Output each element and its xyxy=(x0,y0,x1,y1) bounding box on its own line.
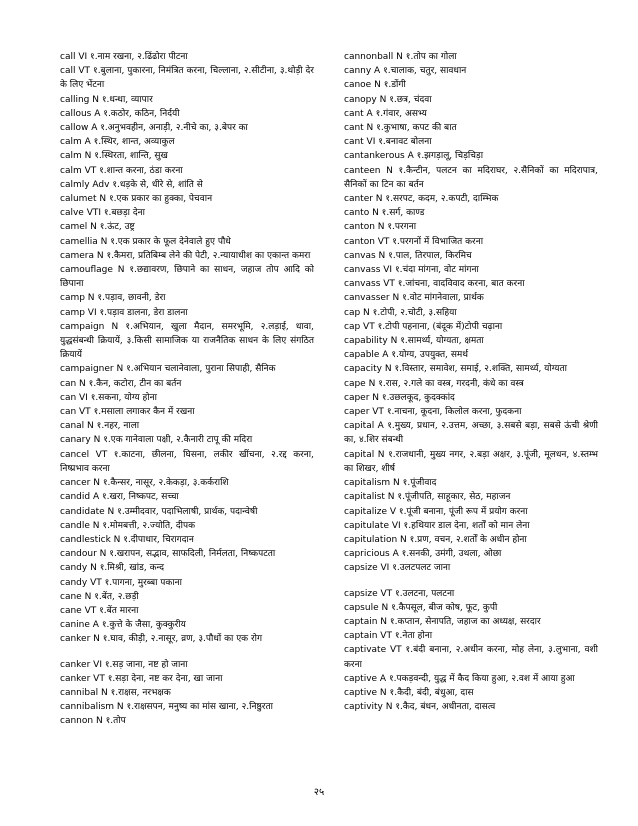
entry-headword: can N xyxy=(60,378,86,389)
entry-definition: १.डोंगी xyxy=(383,80,406,91)
entry-definition: १.दीपाधार, चिरागदान xyxy=(123,534,194,545)
entry-headword: capability N xyxy=(344,336,398,347)
entry-definition: १.कैन्सर, नासूर, २.केकड़ा, ३.कर्कराशि xyxy=(102,478,229,489)
entry-definition: १.उलटना, पलटना xyxy=(395,588,455,599)
entry-headword: capsize VT xyxy=(344,588,393,599)
entry-headword: captivity N xyxy=(344,702,393,713)
dictionary-entry xyxy=(60,377,314,391)
entry-definition: १.हथियार डाल देना, शर्तों को मान लेना xyxy=(403,520,530,531)
entry-headword: canker N xyxy=(60,634,100,645)
entry-headword: capital A xyxy=(344,421,384,432)
dictionary-entry xyxy=(60,672,314,686)
dictionary-entry xyxy=(60,192,314,206)
dictionary-entry xyxy=(60,206,314,220)
dictionary-entry xyxy=(60,618,314,632)
entry-headword: cannibalism N xyxy=(60,702,124,713)
entry-definition: १.उछलकूद, कुदक्कांद xyxy=(381,392,455,403)
entry-headword: camouflage N xyxy=(60,265,125,276)
entry-headword: candid A xyxy=(60,492,100,503)
entry-headword: calumet N xyxy=(60,194,107,205)
dictionary-entry xyxy=(60,362,314,376)
entry-definition: १.परगना xyxy=(387,222,417,233)
dictionary-entry xyxy=(344,377,598,391)
dictionary-entry xyxy=(60,533,314,547)
entry-headword: capital N xyxy=(344,449,385,460)
entry-headword: cancel VT xyxy=(60,449,108,460)
dictionary-entry xyxy=(60,135,314,149)
entry-definition: १.पड़ाव, छावनी, डेरा xyxy=(97,293,166,304)
entry-headword: calve VTI xyxy=(60,208,101,219)
entry-headword: capacity N xyxy=(344,364,392,375)
entry-definition: १.बेंत मारना xyxy=(99,605,139,616)
dictionary-entry xyxy=(60,700,314,714)
entry-definition: १.कैपसूल, बीज कोष, फूट, कुपी xyxy=(391,602,498,613)
dictionary-entry xyxy=(344,519,598,533)
entry-headword: capitalist N xyxy=(344,492,395,503)
entry-definition: १.अभियान, खुला मैदान, समरभूमि, २.लड़ाई, धावा, युद्धसंबन्धी क्रियायें, ३.किसी सामाजिक या राजनैतिक साधन के लिए संगठित क्रियायें xyxy=(60,321,314,361)
entry-headword: canteen N xyxy=(344,165,393,176)
entry-headword: canny A xyxy=(344,66,381,77)
dictionary-entry xyxy=(344,448,598,476)
entry-definition: १.छद्यावरण, छिपाने का साधन, जहाज तोप आदि को छिपाना xyxy=(60,265,314,290)
entry-headword: candour N xyxy=(60,549,107,560)
entry-headword: cane N xyxy=(60,591,92,602)
dictionary-entry xyxy=(60,561,314,575)
entry-definition: १.पकड़वन्दी, युद्ध में कैद किया हुआ, २.वश में आया हुआ xyxy=(388,673,575,684)
entry-definition: १.ऊंट, उष्ट्र xyxy=(99,222,135,233)
entry-headword: cannibal N xyxy=(60,687,108,698)
entry-definition: १.चालाक, चतुर, सावधान xyxy=(383,66,467,77)
dictionary-entry xyxy=(344,235,598,249)
entry-headword: capsize VI xyxy=(344,563,390,574)
entry-definition: १.पड़ाव डालना, डेरा डालना xyxy=(99,307,188,318)
entry-definition: १.खरा, निष्कपट, सच्चा xyxy=(102,492,179,503)
entry-definition: १.सनकी, उमंगी, उथला, ओछा xyxy=(401,549,502,560)
entry-definition: १.कठोर, कठिन, निर्दयी xyxy=(103,108,180,119)
entry-headword: cant A xyxy=(344,108,373,119)
entry-definition: १.कैमरा, प्रतिबिम्ब लेने की पेटी, २.न्यायाधीश का एकान्त कमरा xyxy=(106,250,311,261)
entry-definition: १.कैद, बंधन, अधीनता, दासत्व xyxy=(395,702,496,713)
dictionary-entry xyxy=(60,658,314,672)
entry-headword: call VI xyxy=(60,52,88,62)
entry-definition: १.पूंजी बनाना, पूंजी रूप में प्रयोग करना xyxy=(398,506,528,517)
entry-definition: १.मुख्य, प्रधान, २.उत्तम, अच्छा, ३.सबसे बड़ा, सबसे ऊंची श्रेणी का, ४.शिर संबन्धी xyxy=(344,421,598,446)
dictionary-entry xyxy=(344,700,598,714)
dictionary-entry xyxy=(344,476,598,490)
entry-headword: capricious A xyxy=(344,549,399,560)
entry-definition: १.जांचना, वादविवाद करना, बात करना xyxy=(397,279,525,290)
entry-definition: १.वोट मांगनेवाला, प्रार्थक xyxy=(402,293,484,304)
dictionary-entry xyxy=(344,405,598,419)
entry-headword: camp VI xyxy=(60,307,97,318)
entry-definition: १.कप्तान, सेनापति, जहाज का अध्यक्ष, सरदार xyxy=(389,616,541,627)
dictionary-entry xyxy=(344,50,598,64)
entry-headword: candle N xyxy=(60,520,100,531)
entry-headword: canton N xyxy=(344,222,385,233)
dictionary-entry xyxy=(60,107,314,121)
dictionary-entry xyxy=(344,601,598,615)
dictionary-entry xyxy=(60,306,314,320)
entry-headword: camel N xyxy=(60,222,97,233)
entry-headword: canto N xyxy=(344,208,379,219)
entry-headword: canoe N xyxy=(344,80,381,91)
entry-definition: १.एक प्रकार का हुक्का, पेचवान xyxy=(108,194,213,205)
entry-definition: १.मिश्री, खांड, कन्द xyxy=(99,563,165,574)
entry-definition: १.सामर्थ्य, योग्यता, क्षमता xyxy=(400,336,484,347)
dictionary-entry xyxy=(60,291,314,305)
entry-headword: canker VI xyxy=(60,659,102,670)
entry-headword: camera N xyxy=(60,250,104,261)
entry-headword: calm A xyxy=(60,137,91,148)
dictionary-entry xyxy=(344,615,598,629)
entry-headword: cap N xyxy=(344,307,370,318)
entry-definition: १.तोप xyxy=(105,716,126,727)
entry-definition: १.रास, २.गले का वस्त्र, गरदनी, कंधे का वस्त्र xyxy=(378,378,524,389)
entry-headword: campaigner N xyxy=(60,364,124,375)
entry-headword: captive A xyxy=(344,673,387,684)
entry-definition: १.नेता होना xyxy=(394,631,433,642)
dictionary-entry xyxy=(344,192,598,206)
dictionary-entry xyxy=(344,306,598,320)
entry-headword: candy N xyxy=(60,563,97,574)
dictionary-entry xyxy=(344,561,598,575)
entry-headword: canvass VI xyxy=(344,265,393,276)
dictionary-entry xyxy=(60,405,314,419)
entry-headword: callous A xyxy=(60,108,101,119)
dictionary-entry xyxy=(60,220,314,234)
dictionary-entry xyxy=(344,277,598,291)
dictionary-entry xyxy=(60,164,314,178)
entry-definition: १.सड़ जाना, नष्ट हो जाना xyxy=(104,659,188,670)
dictionary-entry xyxy=(60,519,314,533)
entry-headword: campaign N xyxy=(60,321,119,332)
entry-headword: camp N xyxy=(60,293,95,304)
entry-headword: cane VT xyxy=(60,605,97,616)
dictionary-entry xyxy=(344,419,598,447)
dictionary-entry xyxy=(344,587,598,601)
entry-headword: camellia N xyxy=(60,236,108,247)
entry-definition: १.योग्य, उपयुक्त, समर्थ xyxy=(391,350,469,361)
entry-headword: calm N xyxy=(60,151,92,162)
dictionary-entry xyxy=(344,362,598,376)
entry-definition: १.तोप का गोला xyxy=(405,52,457,62)
dictionary-entry xyxy=(344,149,598,163)
entry-headword: canter N xyxy=(344,194,383,205)
entry-definition: १.धन्धा, व्यापार xyxy=(101,94,153,105)
entry-headword: caper N xyxy=(344,392,380,403)
dictionary-entry xyxy=(344,334,598,348)
entry-definition: १.शान्त करना, ठंडा करना xyxy=(99,165,183,176)
entry-definition: १.काटना, छीलना, घिसना, लकीर खींचना, २.रद्द करना, निष्प्रभाव करना xyxy=(60,449,314,474)
dictionary-entry xyxy=(60,505,314,519)
dictionary-entry xyxy=(344,643,598,671)
dictionary-entry xyxy=(344,391,598,405)
entry-definition: १.अनुभवहीन, अनाड़ी, २.नीचे का, ३.बेपर का xyxy=(100,123,248,134)
entry-headword: cannonball N xyxy=(344,52,403,62)
entry-definition: १.बंदी बनाना, २.अधीन करना, मोह लेना, ३.लुभाना, वशी करना xyxy=(344,645,598,670)
dictionary-entry xyxy=(60,249,314,263)
entry-headword: captain N xyxy=(344,616,388,627)
dictionary-entry xyxy=(344,220,598,234)
dictionary-entry xyxy=(60,590,314,604)
dictionary-entry xyxy=(60,433,314,447)
dictionary-entry xyxy=(60,93,314,107)
entry-headword: calling N xyxy=(60,94,99,105)
entry-headword: cap VT xyxy=(344,321,375,332)
entry-definition: १.एक प्रकार के फूल देनेवाले हुए पौधे xyxy=(110,236,231,247)
dictionary-entry xyxy=(60,263,314,291)
dictionary-entry xyxy=(60,178,314,192)
entry-definition: १.चंदा मांगना, वोट मांगना xyxy=(394,265,479,276)
entry-definition: १.उलटपलट जाना xyxy=(392,563,451,574)
entry-headword: cant VI xyxy=(344,137,376,148)
dictionary-entry xyxy=(344,505,598,519)
entry-headword: canvasser N xyxy=(344,293,400,304)
page-number: २५ xyxy=(313,787,325,798)
dictionary-entry xyxy=(60,121,314,135)
dictionary-entry xyxy=(60,714,314,728)
entry-headword: captain VT xyxy=(344,631,392,642)
entry-definition: १.एक गानेवाला पक्षी, २.कैनारी टापू की मदिरा xyxy=(103,435,253,446)
entry-headword: calm VT xyxy=(60,165,97,176)
dictionary-entry xyxy=(344,93,598,107)
entry-headword: canton VT xyxy=(344,236,390,247)
dictionary-entry xyxy=(344,121,598,135)
left-column xyxy=(60,50,314,729)
entry-definition: १.झगड़ालू, चिड़चिड़ा xyxy=(416,151,484,162)
dictionary-entry xyxy=(344,249,598,263)
entry-definition: १.विस्तार, समावेश, समाई, २.शक्ति, सामर्थ्य, योग्यता xyxy=(394,364,567,375)
entry-definition: १.पूंजीपति, साहूकार, सेठ, महाजन xyxy=(397,492,511,503)
entry-headword: can VI xyxy=(60,392,88,403)
entry-definition: १.राक्षस, नरभक्षक xyxy=(110,687,171,698)
dictionary-entry xyxy=(344,107,598,121)
entry-headword: callow A xyxy=(60,123,98,134)
entry-definition: १.मोमबत्ती, २.ज्योति, दीपक xyxy=(102,520,195,531)
entry-definition: १.कैन, कटोरा, टीन का बर्तन xyxy=(88,378,182,389)
entry-definition: १.नाम रखना, २.ढिंढोरा पीटना xyxy=(90,52,188,62)
entry-headword: candlestick N xyxy=(60,534,121,545)
dictionary-entry xyxy=(60,490,314,504)
entry-headword: canvass VT xyxy=(344,279,395,290)
entry-definition: १.बछड़ा देना xyxy=(103,208,145,219)
dictionary-entry xyxy=(60,632,314,646)
entry-definition: १.स्थिरता, शान्ति, सुख xyxy=(94,151,168,162)
entry-definition: १.खरापन, सद्भाव, साफदिली, निर्मलता, निष्कपटता xyxy=(109,549,276,560)
dictionary-entry xyxy=(60,476,314,490)
dictionary-entry xyxy=(60,448,314,476)
entry-definition: १.कैन्टीन, पलटन का मदिराघर, २.सैनिकों का मदिरापात्र, सैनिकों का टिन का बर्तन xyxy=(344,165,598,190)
entry-definition: १.पाल, तिरपाल, किरमिच xyxy=(388,250,472,261)
dictionary-entry xyxy=(60,149,314,163)
entry-definition: १.घाव, कीड़ी, २.नासूर, व्रण, ३.पौधों का एक रोग xyxy=(102,634,263,645)
dictionary-entry xyxy=(344,164,598,192)
entry-headword: candy VT xyxy=(60,577,102,588)
dictionary-entry xyxy=(344,490,598,504)
dictionary-entry xyxy=(344,629,598,643)
entry-definition: १.सकना, योग्य होना xyxy=(90,392,157,403)
entry-headword: capitalize V xyxy=(344,506,397,517)
entry-headword: canker VT xyxy=(60,673,105,684)
entry-definition: १.परगनों में विभाजित करना xyxy=(392,236,484,247)
dictionary-entry xyxy=(344,547,598,561)
dictionary-entry xyxy=(344,320,598,334)
entry-definition: १.राजधानी, मुख्य नगर, २.बड़ा अक्षर, ३.पूंजी, मूलधन, ४.स्तम्भ का शिखर, शीर्ष xyxy=(344,449,598,474)
dictionary-entry xyxy=(344,686,598,700)
entry-headword: cant N xyxy=(344,123,374,134)
entry-definition: १.छत्र, चंदवा xyxy=(389,94,432,105)
entry-definition: १.सर्ग, काण्ड xyxy=(381,208,425,219)
entry-definition: १.सड़ा देना, नष्ट कर देना, खा जाना xyxy=(107,673,223,684)
entry-definition: १.धड़के से, धीरे से, शांति से xyxy=(112,179,203,190)
dictionary-entry xyxy=(344,533,598,547)
columns xyxy=(60,50,608,729)
entry-headword: canal N xyxy=(60,421,94,432)
dictionary-entry xyxy=(344,348,598,362)
entry-definition: १.कुभाषा, कपट की बात xyxy=(376,123,457,134)
dictionary-entry xyxy=(60,235,314,249)
entry-headword: cape N xyxy=(344,378,376,389)
entry-definition: १.मसाला लगाकर कैन में रखना xyxy=(93,407,195,418)
entry-headword: canvas N xyxy=(344,250,386,261)
entry-headword: cancer N xyxy=(60,478,100,489)
entry-headword: canopy N xyxy=(344,94,387,105)
dictionary-entry xyxy=(60,50,314,64)
entry-definition: १.बनावट बोलना xyxy=(378,137,432,148)
entry-definition: १.पागना, मुरब्बा पकाना xyxy=(104,577,182,588)
entry-definition: १.गंवार, असभ्य xyxy=(375,108,427,119)
right-column xyxy=(344,50,598,729)
entry-headword: candidate N xyxy=(60,506,115,517)
entry-headword: cannon N xyxy=(60,716,103,727)
entry-headword: capsule N xyxy=(344,602,389,613)
dictionary-entry xyxy=(60,64,314,92)
dictionary-entry xyxy=(60,576,314,590)
dictionary-entry xyxy=(60,419,314,433)
entry-definition: १.प्रण, वचन, २.शर्तों के अधीन होना xyxy=(409,534,527,545)
dictionary-entry xyxy=(344,135,598,149)
entry-definition: १.बुलाना, पुकारना, निमंत्रित करना, चिल्लाना, २.सीटीना, ३.थोड़ी देर के लिए भेंटना xyxy=(60,66,314,91)
entry-definition: १.राक्षसपन, मनुष्य का मांस खाना, २.निष्ठुरता xyxy=(126,702,273,713)
entry-headword: canine A xyxy=(60,620,99,631)
dictionary-entry xyxy=(60,391,314,405)
entry-definition: १.टोपी, २.चोटी, ३.सहिया xyxy=(372,307,457,318)
dictionary-entry xyxy=(344,206,598,220)
entry-definition: १.सरपट, कदम, २.कपटी, दाम्भिक xyxy=(385,194,499,205)
entry-headword: caper VT xyxy=(344,407,384,418)
entry-headword: canary N xyxy=(60,435,101,446)
entry-headword: can VT xyxy=(60,407,91,418)
entry-headword: captivate VT xyxy=(344,645,402,656)
dictionary-entry xyxy=(60,547,314,561)
entry-headword: capitalism N xyxy=(344,478,400,489)
dictionary-entry xyxy=(344,263,598,277)
dictionary-entry xyxy=(60,320,314,363)
entry-definition: १.अभियान चलानेवाला, पुराना सिपाही, सैनिक xyxy=(126,364,276,375)
entry-headword: capitulate VI xyxy=(344,520,401,531)
dictionary-entry xyxy=(60,686,314,700)
entry-headword: call VT xyxy=(60,66,91,77)
dictionary-entry xyxy=(344,78,598,92)
entry-headword: cantankerous A xyxy=(344,151,414,162)
entry-headword: calmly Adv xyxy=(60,179,110,190)
dictionary-entry xyxy=(344,64,598,78)
entry-definition: १.नाचना, कूदना, किलोल करना, फुदकना xyxy=(386,407,522,418)
entry-definition: १.उम्मीदवार, पदाभिलाषी, प्रार्थक, पदान्वेषी xyxy=(117,506,258,517)
entry-definition: १.पूंजीवाद xyxy=(402,478,437,489)
entry-headword: captive N xyxy=(344,687,387,698)
entry-headword: capitulation N xyxy=(344,534,407,545)
entry-definition: १.नहर, नाला xyxy=(96,421,140,432)
entry-definition: १.टोपी पहनाना, (बंदूक में)टोपी चढ़ाना xyxy=(377,321,503,332)
entry-definition: १.कुत्ते के जैसा, कुक्कुरीय xyxy=(101,620,186,631)
entry-definition: १.बेंत, २.छड़ी xyxy=(94,591,139,602)
entry-definition: १.स्थिर, शान्त, अव्याकुल xyxy=(93,137,175,148)
entry-definition: १.कैदी, बंदी, बंधुआ, दास xyxy=(389,687,474,698)
dictionary-entry xyxy=(344,291,598,305)
dictionary-entry xyxy=(344,672,598,686)
entry-headword: capable A xyxy=(344,350,389,361)
dictionary-entry xyxy=(60,604,314,618)
